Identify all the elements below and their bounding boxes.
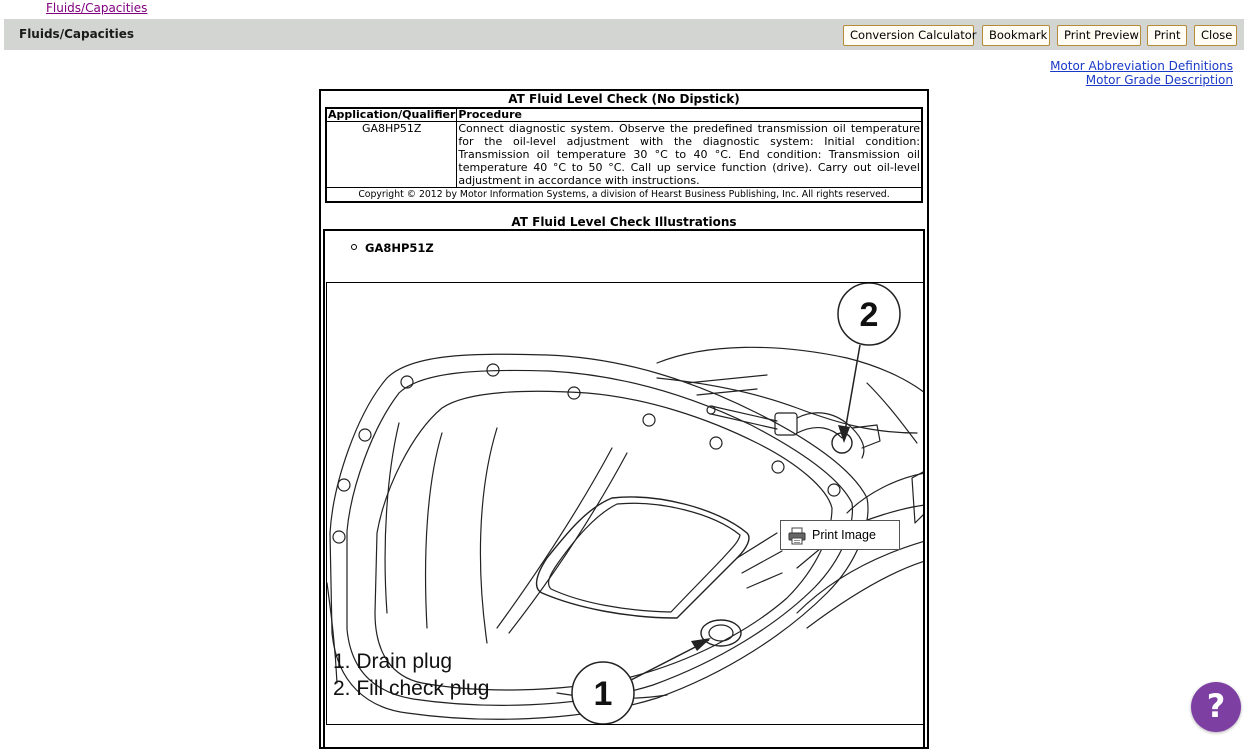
page-toolbar [4,19,1244,50]
drain-plug-inner [709,625,733,641]
pan-rib [742,551,782,573]
legend-item-fill-check-plug: 2. Fill check plug [333,677,490,700]
bolt-hole [338,479,350,491]
callout-2-label: 2 [859,296,879,334]
column-header-procedure: Procedure [457,108,922,122]
pan-wall-line [385,423,399,613]
bolt-hole [643,414,655,426]
print-image-button[interactable] [780,520,900,550]
filter-plate [537,497,749,618]
print-button[interactable]: Print [1147,25,1187,46]
breadcrumb [46,1,147,15]
fluid-check-title: AT Fluid Level Check (No Dipstick) [508,92,740,106]
print-image-label: Print Image [812,528,876,542]
bolt-hole [828,484,840,496]
page-title: Fluids/Capacities [19,27,135,41]
document-frame [319,89,929,749]
bolt-hole [333,531,345,543]
copyright-row [326,188,922,203]
bolt-hole [401,376,413,388]
pan-wall-line [497,448,612,628]
pan-wall-line [480,428,497,643]
table-row [326,122,922,188]
oil-line [711,406,777,421]
printer-icon [788,527,806,545]
help-question-icon: ? [1206,687,1226,725]
print-preview-button[interactable]: Print Preview [1057,25,1141,46]
close-button[interactable]: Close [1194,25,1237,46]
transmission-illustration [326,282,924,725]
list-item [351,241,434,255]
housing-outline [867,383,917,443]
pan-rib [737,533,777,558]
copyright-text: Copyright © 2012 by Motor Information Systems, a division of Hearst Business Publishing, Inc. All rights reserved. [326,188,922,203]
bolt-hole [710,437,722,449]
motor-abbreviation-definitions-link[interactable]: Motor Abbreviation Definitions [1050,59,1233,73]
reference-links [1050,60,1233,87]
legend-item-drain-plug: 1. Drain plug [333,650,453,673]
pan-wall-line [426,433,442,628]
housing-outline [807,561,924,628]
column-header-application: Application/Qualifier [328,108,456,121]
procedure-cell: Connect diagnostic system. Observe the predefined transmission oil temperature for the oil-level adjustment with the diagnostic system: Initial condition: Transmission oil temperature 30 °C to 40 °C. End condition: Transmission oil temperature 40 °C to 50 °C. Call up service function (drive). Carry out oil-level adjustment in accordance with instructions. [458,122,920,187]
housing-outline [687,375,767,383]
callout-2-arrowhead [838,425,850,443]
bullet-circle-icon [351,244,357,250]
filter-plate-inner [549,503,740,612]
bolt-hole [772,461,784,473]
conversion-calculator-button[interactable]: Conversion Calculator [843,25,974,46]
bookmark-button[interactable]: Bookmark [982,25,1050,46]
bolt-hole [359,429,371,441]
bolt-hole [487,364,499,376]
breadcrumb-link-fluids[interactable]: Fluids/Capacities [46,1,148,15]
housing-outline [912,471,924,523]
procedure-table [325,107,923,203]
pan-rib [747,573,782,588]
illustrations-box [323,229,925,749]
table-header-row [326,108,922,122]
motor-grade-description-link[interactable]: Motor Grade Description [1085,72,1233,87]
illustration-legend [333,648,489,702]
illustrations-title: AT Fluid Level Check Illustrations [511,215,737,229]
callout-1-label: 1 [593,675,613,713]
illustration-item-label: GA8HP51Z [365,241,434,255]
application-cell: GA8HP51Z [326,122,457,188]
help-button[interactable] [1191,682,1241,732]
